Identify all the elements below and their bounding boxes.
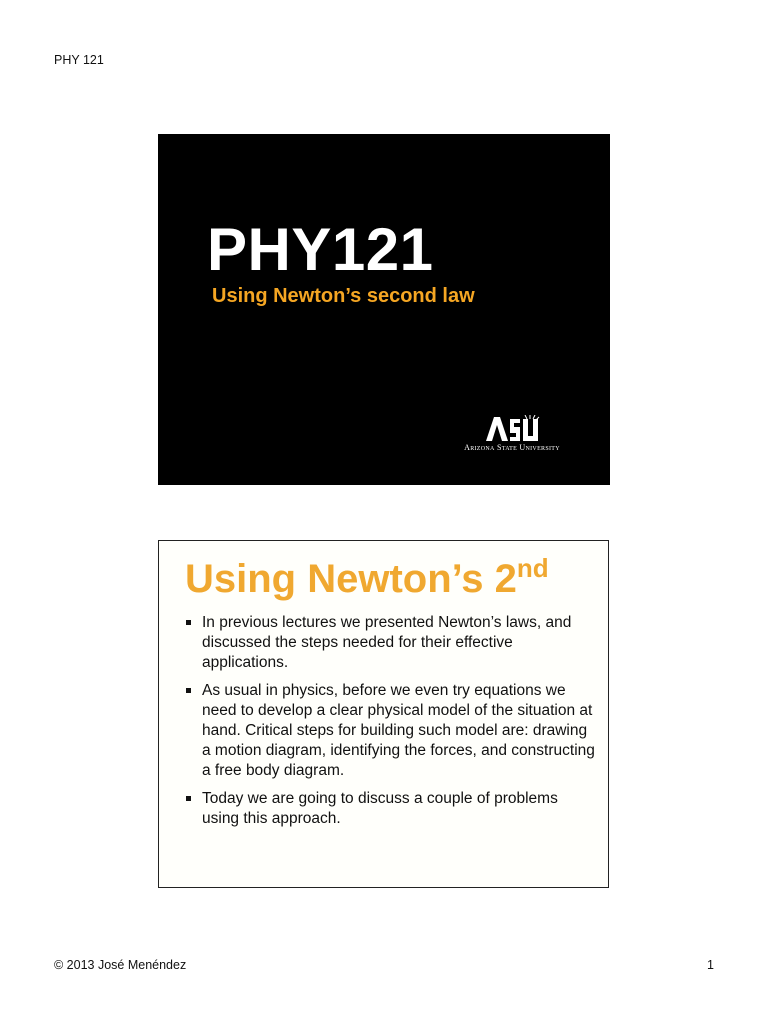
course-header: PHY 121	[54, 53, 104, 67]
asu-logo-text: ARIZONA STATE UNIVERSITY	[464, 443, 560, 452]
content-slide-title-superscript: nd	[516, 553, 549, 583]
asu-logo	[452, 415, 572, 455]
content-slide-title	[185, 553, 549, 601]
content-slide	[158, 540, 609, 888]
bullet-icon	[186, 620, 191, 625]
bullet-icon	[186, 796, 191, 801]
page-number: 1	[707, 958, 714, 972]
bullet-list	[183, 613, 597, 837]
content-slide-title-main: Using Newton’s 2	[185, 557, 517, 601]
slide-title: PHY121	[207, 216, 434, 283]
asu-logo-icon	[486, 415, 540, 441]
slide-subtitle: Using Newton’s second law	[212, 285, 475, 307]
bullet-icon	[186, 688, 191, 693]
bullet-text: As usual in physics, before we even try equations we need to develop a clear physical model of the situation at hand. Critical steps for building such model are: drawing a motion diagram, identifying the forces, and constructing a free body diagram.	[202, 682, 595, 779]
bullet-text: In previous lectures we presented Newton’s laws, and discussed the steps needed for their effective applications.	[202, 614, 572, 671]
copyright-footer: © 2013 José Menéndez	[54, 958, 187, 972]
title-slide	[158, 134, 610, 485]
list-item	[183, 789, 597, 829]
list-item	[183, 681, 597, 781]
list-item	[183, 613, 597, 673]
bullet-text: Today we are going to discuss a couple of problems using this approach.	[202, 790, 558, 827]
